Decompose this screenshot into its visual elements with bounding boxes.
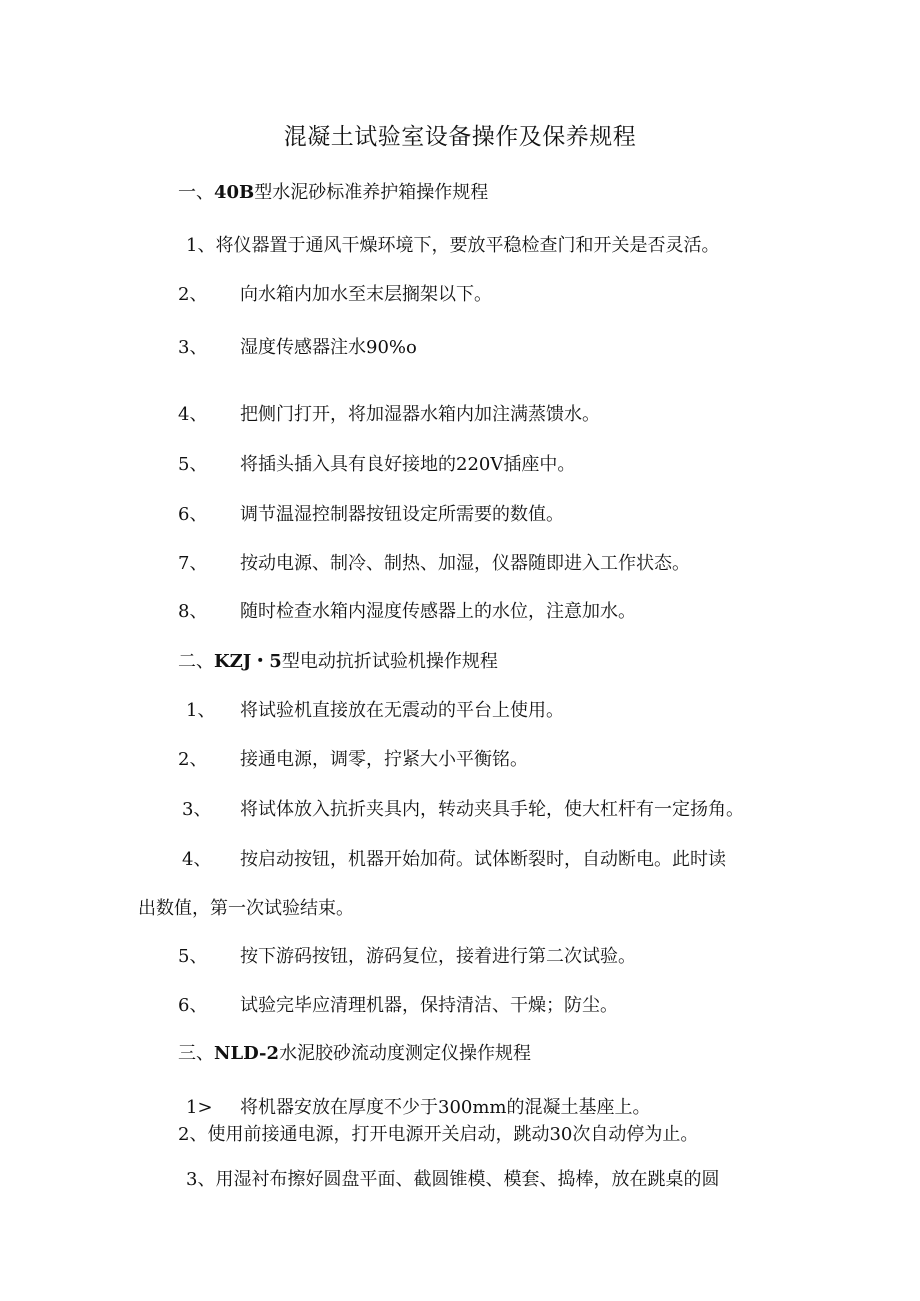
list-item [178,403,600,427]
list-item [182,848,726,872]
section-prefix: 二、 [178,651,214,672]
list-item [182,798,744,822]
section-title: 型水泥砂标准养护箱操作规程 [254,182,489,203]
list-item [178,453,575,477]
item-number: 5、 [178,946,208,967]
item-text: 将试体放入抗折夹具内，转动夹具手轮，使大杠杆有一定扬角。 [240,799,744,820]
list-item [178,503,564,527]
list-item: 3、用湿衬布擦好圆盘平面、截圆锥模、模套、捣棒，放在跳桌的圆 [186,1169,720,1190]
item-text: 随时检查水箱内湿度传感器上的水位，注意加水。 [240,601,636,622]
section-model: KZJ・5 [214,651,282,672]
item-number: 6、 [178,504,208,525]
list-item [178,600,636,624]
item-number: 7、 [178,553,208,574]
list-item [186,1096,651,1120]
item-text: 将试验机直接放在无震动的平台上使用。 [240,700,564,721]
item-number: 8、 [178,601,208,622]
item-text: 将机器安放在厚度不少于300mm的混凝土基座上。 [240,1097,651,1118]
page-title: 混凝土试验室设备操作及保养规程 [283,124,637,150]
section-heading-3 [178,1042,531,1066]
item-number: 2、 [178,749,208,770]
item-number: 4、 [178,404,208,425]
list-item [178,945,636,969]
item-number: 5、 [178,454,208,475]
item-number: 1、 [186,700,216,721]
item-text: 按启动按钮，机器开始加荷。试体断裂时，自动断电。此时读 [240,849,726,870]
item-text: 试验完毕应清理机器，保持清洁、干燥；防尘。 [240,995,618,1016]
section-model: 40B [214,182,255,203]
item-number: 6、 [178,995,208,1016]
list-item: 2、使用前接通电源，打开电源开关启动，跳动30次自动停为止。 [178,1124,699,1145]
item-number: 4、 [182,849,212,870]
section-model: NLD-2 [214,1043,280,1064]
section-title: 水泥胶砂流动度测定仪操作规程 [279,1043,532,1064]
section-heading-2 [178,650,498,674]
item-text: 调节温湿控制器按钮设定所需要的数值。 [240,504,564,525]
item-number: 3、 [178,337,208,358]
item-text: 湿度传感器注水90%o [240,337,417,358]
list-item [178,552,690,576]
item-text: 把侧门打开，将加湿器水箱内加注满蒸馈水。 [240,404,600,425]
section-title: 型电动抗折试验机操作规程 [281,651,498,672]
list-item [178,748,528,772]
item-text: 接通电源，调零，拧紧大小平衡铭。 [240,749,528,770]
item-text: 将插头插入具有良好接地的220V插座中。 [240,454,576,475]
item-number: 3、 [182,799,212,820]
item-text: 按动电源、制冷、制热、加湿，仪器随即进入工作状态。 [240,553,690,574]
item-number: 1> [186,1097,213,1118]
item-text: 向水箱内加水至末层搁架以下。 [240,284,492,305]
list-item: 1、将仪器置于通风干燥环境下，要放平稳检查门和开关是否灵活。 [186,235,720,256]
section-heading-1 [178,181,488,205]
item-text: 按下游码按钮，游码复位，接着进行第二次试验。 [240,946,636,967]
list-item [186,699,564,723]
list-item-continuation: 出数值，第一次试验结束。 [138,898,354,919]
item-number: 2、 [178,284,208,305]
list-item [178,994,618,1018]
list-item [178,336,417,360]
section-prefix: 一、 [178,182,214,203]
section-prefix: 三、 [178,1043,214,1064]
list-item [178,283,492,307]
